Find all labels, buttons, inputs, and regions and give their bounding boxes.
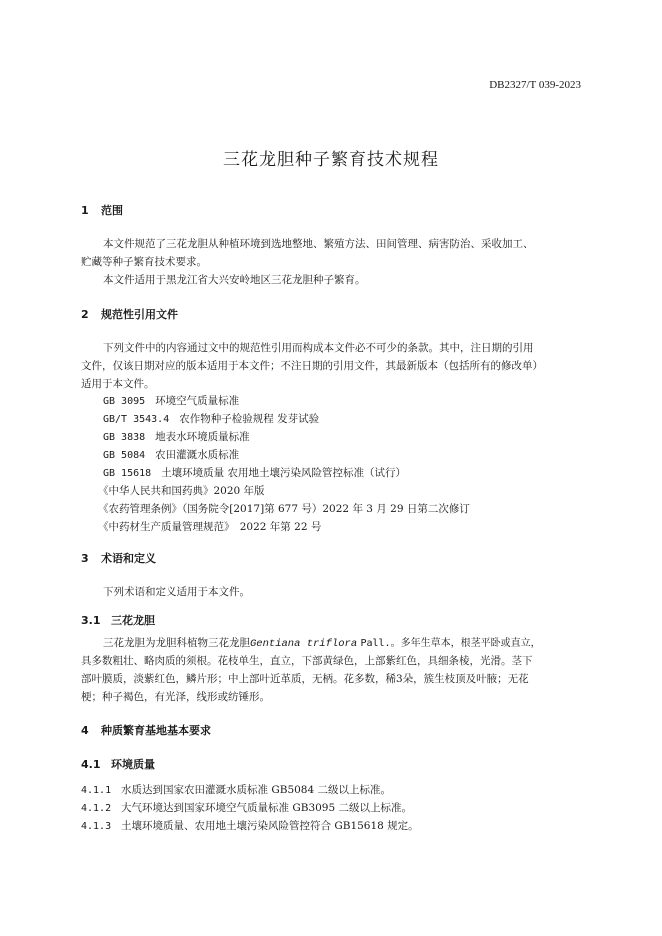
definition-line (103, 636, 541, 651)
subsection-4-1-heading (81, 756, 155, 772)
section-4-heading (81, 722, 211, 738)
reference-item: 《中华人民共和国药典》2020 年版 (98, 485, 265, 497)
paragraph-line: 适用于本文件。 (81, 378, 155, 390)
section-3-heading (81, 550, 156, 566)
definition-line: 部叶膜质，淡紫红色，鳞片形；中上部叶近革质，无柄。花多数，稀3朵，簇生枝顶及叶腋；无花 (81, 673, 529, 685)
clause-text: 水质达到国家农田灌溉水质标准 GB5084 二级以上标准。 (121, 784, 391, 796)
paragraph-line: 本文件适用于黑龙江省大兴安岭地区三花龙胆种子繁育。 (103, 274, 366, 286)
section-2-heading (81, 306, 178, 322)
subsection-title: 环境质量 (111, 758, 155, 771)
reference-code: GB 3095 (103, 396, 146, 407)
reference-code: GB 5084 (103, 450, 146, 461)
subsection-3-1-heading (81, 612, 155, 628)
reference-item (103, 448, 239, 463)
paragraph-line: 下列术语和定义适用于本文件。 (103, 586, 250, 598)
paragraph-line: 贮藏等种子繁育技术要求。 (81, 256, 207, 268)
section-title: 术语和定义 (101, 552, 156, 565)
reference-item (103, 394, 239, 409)
subsection-number: 3.1 (81, 614, 101, 627)
reference-item (103, 412, 319, 427)
paragraph-line: 本文件规范了三花龙胆从种植环境到选地整地、繁殖方法、田间管理、病害防治、采收加工、 (103, 238, 534, 250)
clause-item (81, 801, 412, 816)
reference-item (103, 430, 250, 445)
reference-title: 土壤环境质量 农用地土壤污染风险管控标准（试行） (161, 467, 407, 479)
clause-number: 4.1.2 (81, 803, 112, 814)
clause-number: 4.1.1 (81, 785, 112, 796)
reference-item: 《农药管理条例》（国务院令[2017]第 677 号）2022 年 3 月 29 日第二次修订 (98, 503, 470, 515)
section-title: 范围 (101, 204, 123, 217)
definition-text: Pall.。多年生草本，根茎平卧或直立， (360, 638, 541, 649)
section-number: 3 (81, 552, 89, 565)
section-1-heading (81, 202, 123, 218)
section-title: 种质繁育基地基本要求 (101, 724, 211, 737)
definition-text: 三花龙胆为龙胆科植物三花龙胆 (103, 637, 250, 649)
reference-title: 农田灌溉水质标准 (155, 449, 240, 461)
subsection-title: 三花龙胆 (111, 614, 155, 627)
definition-line: 具多数粗壮、略肉质的须根。花枝单生，直立，下部黄绿色，上部紫红色，具细条棱，光滑。茎下 (81, 655, 533, 667)
paragraph-line: 文件，仅该日期对应的版本适用于本文件；不注日期的引用文件，其最新版本（包括所有的修改单） (81, 360, 543, 372)
paragraph-line: 下列文件中的内容通过文中的规范性引用而构成本文件必不可少的条款。其中，注日期的引用 (103, 342, 534, 354)
section-number: 1 (81, 204, 89, 217)
reference-title: 农作物种子检验规程 发芽试验 (179, 413, 320, 425)
clause-item (81, 819, 419, 834)
reference-item (103, 466, 406, 481)
reference-item: 《中药材生产质量管理规范》 2022 年第 22 号 (98, 521, 322, 533)
subsection-number: 4.1 (81, 758, 101, 771)
section-number: 4 (81, 724, 89, 737)
reference-code: GB 15618 (103, 468, 152, 479)
standard-code: DB2327/T 039-2023 (489, 79, 581, 91)
reference-title: 环境空气质量标准 (155, 395, 240, 407)
latin-name: Gentiana triflora (250, 638, 358, 650)
clause-number: 4.1.3 (81, 821, 112, 832)
section-number: 2 (81, 308, 89, 321)
clause-item (81, 783, 391, 798)
reference-code: GB 3838 (103, 432, 146, 443)
section-title: 规范性引用文件 (101, 308, 178, 321)
clause-text: 大气环境达到国家环境空气质量标准 GB3095 二级以上标准。 (121, 802, 412, 814)
document-title: 三花龙胆种子繁育技术规程 (223, 150, 439, 170)
reference-code: GB/T 3543.4 (103, 414, 170, 425)
definition-line: 梗；种子褐色，有光泽，线形或纺锤形。 (81, 691, 270, 703)
reference-title: 地表水环境质量标准 (155, 431, 250, 443)
clause-text: 土壤环境质量、农用地土壤污染风险管控符合 GB15618 规定。 (121, 820, 419, 832)
